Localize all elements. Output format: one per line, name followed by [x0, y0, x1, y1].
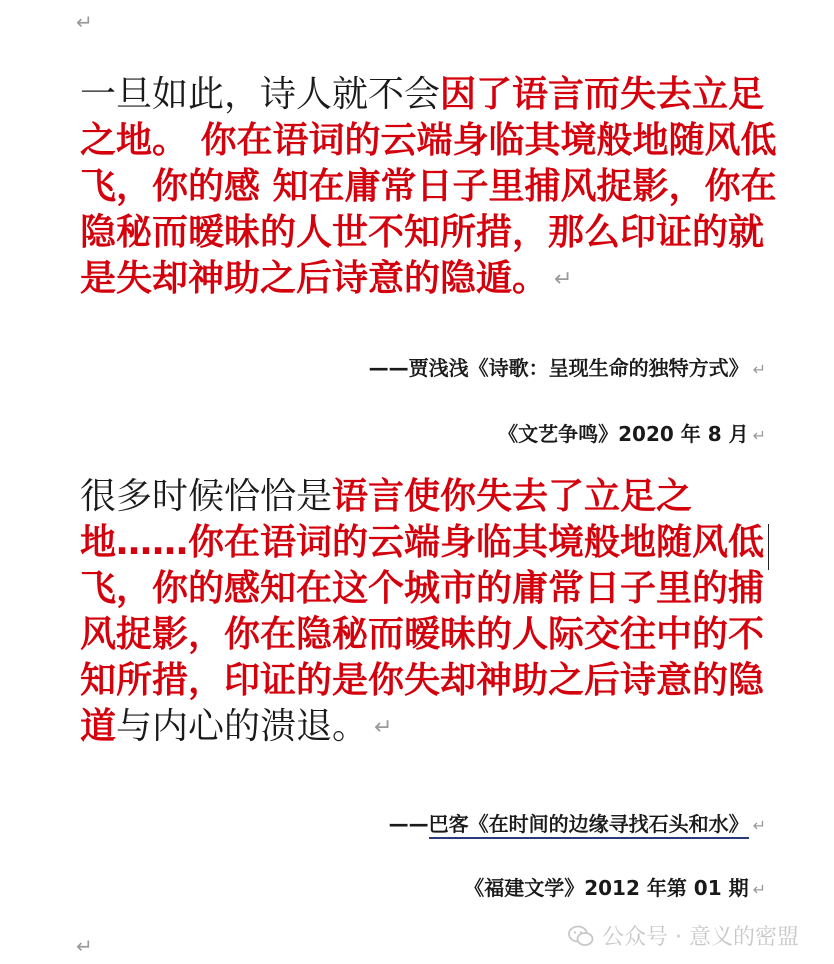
passage-1-highlighted-text: 因了语言而失去立足之地。 你在语词的云端身临其境般地随风低飞，你的感 知在庸常日子里捕风捉影，你在隐秘而暧昧的人世不知所措，那么印证的就是失却神助之后诗意的隐遁。 — [80, 74, 777, 299]
citation-2-title: 《在时间的边缘寻找石头和水》 — [469, 812, 749, 839]
watermark — [568, 920, 799, 951]
paragraph-mark-icon: ↵ — [374, 715, 393, 740]
passage-2-plain-end: 与内心的溃退。 — [116, 706, 369, 747]
paragraph-mark-icon: ↵ — [554, 267, 573, 292]
paragraph-mark-icon: ↵ — [76, 934, 93, 958]
passage-2-plain-start: 很多时候恰恰是 — [80, 476, 333, 517]
paragraph-mark-icon: ↵ — [76, 10, 93, 34]
citation-2-author: 巴客 — [429, 812, 469, 839]
wechat-icon — [568, 925, 594, 947]
text-cursor — [768, 524, 769, 570]
quote-passage-1 — [80, 72, 780, 303]
paragraph-mark-icon: ↵ — [752, 360, 766, 379]
citation-2-author-title: ——巴客《在时间的边缘寻找石头和水》 ↵ — [389, 808, 766, 837]
passage-1-plain-text: 一旦如此，诗人就不会 — [80, 74, 441, 115]
citation-1-source: 《文艺争鸣》2020 年 8 月 ↵ — [498, 422, 766, 446]
paragraph-mark-icon: ↵ — [752, 426, 766, 445]
quote-passage-2 — [80, 474, 780, 751]
paragraph-mark-icon: ↵ — [752, 816, 766, 835]
citation-1-author-title: ——贾浅浅《诗歌：呈现生命的独特方式》 ↵ — [368, 356, 766, 380]
passage-2-highlighted-text: 语言使你失去了立足之地……你在语词的云端身临其境般地随风低飞，你的感知在这个城市的庸常日子里的捕风捉影，你在隐秘而暧昧的人际交往中的不知所措，印证的是你失却神助之后诗意的隐道 — [80, 476, 765, 747]
watermark-text: 公众号 · 意义的密盟 — [602, 925, 799, 950]
paragraph-mark-icon: ↵ — [752, 880, 766, 899]
citation-2-source: 《福建文学》2012 年第 01 期 ↵ — [464, 876, 766, 900]
